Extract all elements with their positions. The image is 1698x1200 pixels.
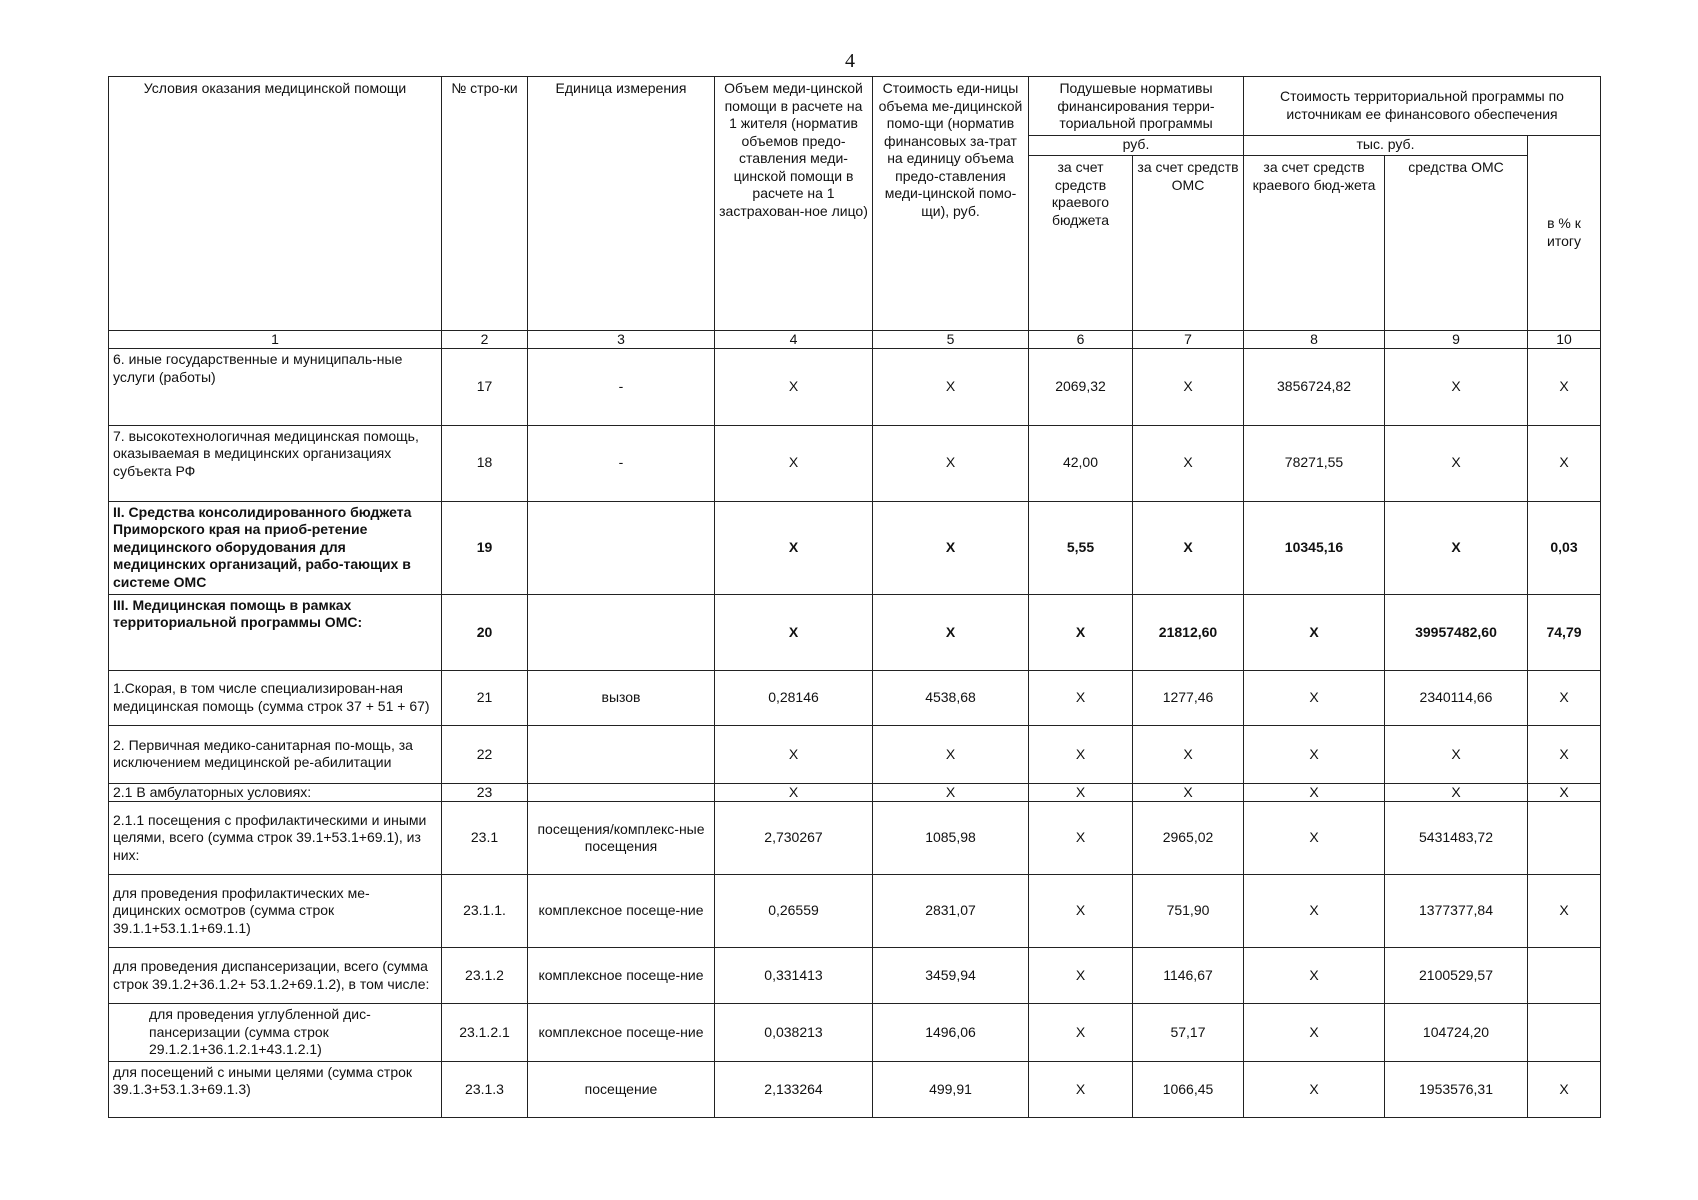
- row-label: 7. высокотехнологичная медицинская помощь, оказываемая в медицинских организациях субъекта РФ: [109, 425, 442, 501]
- row-percent: Х: [1528, 875, 1601, 948]
- row-unit-cost: 4538,68: [873, 670, 1029, 725]
- row-percent: [1528, 948, 1601, 1004]
- row-number: 20: [442, 594, 528, 670]
- row-percent: [1528, 1004, 1601, 1062]
- row-number: 23: [442, 784, 528, 802]
- row-regional-norm: 42,00: [1029, 425, 1133, 501]
- header-program-cost: Стоимость территориальной программы по источникам ее финансового обеспечения: [1244, 77, 1601, 136]
- row-oms-cost: Х: [1385, 501, 1528, 594]
- row-oms-cost: 2100529,57: [1385, 948, 1528, 1004]
- row-unit: комплексное посеще-ние: [528, 875, 715, 948]
- header-regional-budget-cost: за счет средств краевого бюд-жета: [1244, 156, 1385, 331]
- row-oms-norm: Х: [1133, 784, 1244, 802]
- row-regional-norm: Х: [1029, 802, 1133, 875]
- row-unit-cost: Х: [873, 725, 1029, 783]
- column-numbers-row: [109, 331, 1601, 349]
- row-number: 23.1.2.1: [442, 1004, 528, 1062]
- header-rub-unit: руб.: [1029, 135, 1244, 156]
- table-row: [109, 501, 1601, 594]
- row-regional-cost: Х: [1244, 1004, 1385, 1062]
- territorial-program-table: [108, 76, 1601, 1118]
- row-regional-cost: Х: [1244, 725, 1385, 783]
- row-percent: Х: [1528, 784, 1601, 802]
- column-number: 2: [442, 331, 528, 349]
- row-regional-norm: 2069,32: [1029, 349, 1133, 425]
- row-unit: посещение: [528, 1061, 715, 1117]
- row-percent: [1528, 802, 1601, 875]
- table-body: [109, 349, 1601, 1118]
- row-regional-norm: Х: [1029, 784, 1133, 802]
- row-number: 23.1.1.: [442, 875, 528, 948]
- row-regional-norm: Х: [1029, 1061, 1133, 1117]
- row-label: 2.1 В амбулаторных условиях:: [109, 784, 442, 802]
- row-volume: Х: [715, 425, 873, 501]
- row-oms-cost: 2340114,66: [1385, 670, 1528, 725]
- row-unit: вызов: [528, 670, 715, 725]
- row-volume: 0,26559: [715, 875, 873, 948]
- row-oms-norm: 1277,46: [1133, 670, 1244, 725]
- row-volume: 0,038213: [715, 1004, 873, 1062]
- row-number: 23.1.3: [442, 1061, 528, 1117]
- row-oms-norm: Х: [1133, 725, 1244, 783]
- row-volume: Х: [715, 349, 873, 425]
- row-unit-cost: 1085,98: [873, 802, 1029, 875]
- row-number: 22: [442, 725, 528, 783]
- row-regional-norm: Х: [1029, 1004, 1133, 1062]
- row-unit: посещения/комплекс-ные посещения: [528, 802, 715, 875]
- row-unit-cost: 499,91: [873, 1061, 1029, 1117]
- row-label: III. Медицинская помощь в рамках территориальной программы ОМС:: [109, 594, 442, 670]
- row-regional-cost: 10345,16: [1244, 501, 1385, 594]
- table-row: [109, 802, 1601, 875]
- table-row: [109, 349, 1601, 425]
- row-oms-norm: 1146,67: [1133, 948, 1244, 1004]
- row-label: для проведения диспансеризации, всего (сумма строк 39.1.2+36.1.2+ 53.1.2+69.1.2), в том числе:: [109, 948, 442, 1004]
- header-oms-cost: средства ОМС: [1385, 156, 1528, 331]
- column-number: 9: [1385, 331, 1528, 349]
- row-number: 17: [442, 349, 528, 425]
- row-number: 23.1: [442, 802, 528, 875]
- row-oms-norm: 57,17: [1133, 1004, 1244, 1062]
- header-oms-norm: за счет средств ОМС: [1133, 156, 1244, 331]
- row-regional-norm: Х: [1029, 875, 1133, 948]
- row-regional-cost: Х: [1244, 784, 1385, 802]
- row-volume: Х: [715, 501, 873, 594]
- table-row: [109, 425, 1601, 501]
- row-regional-cost: Х: [1244, 670, 1385, 725]
- table-row: [109, 1061, 1601, 1117]
- row-unit: [528, 725, 715, 783]
- row-unit-cost: Х: [873, 594, 1029, 670]
- row-percent: Х: [1528, 725, 1601, 783]
- row-label: 2.1.1 посещения с профилактическими и иными целями, всего (сумма строк 39.1+53.1+69.1), из них:: [109, 802, 442, 875]
- header-row-number: № стро-ки: [442, 77, 528, 331]
- column-number: 10: [1528, 331, 1601, 349]
- table-row: [109, 875, 1601, 948]
- column-number: 5: [873, 331, 1029, 349]
- header-unit: Единица измерения: [528, 77, 715, 331]
- row-unit: -: [528, 425, 715, 501]
- row-unit: комплексное посеще-ние: [528, 948, 715, 1004]
- row-oms-norm: 21812,60: [1133, 594, 1244, 670]
- table-row: [109, 784, 1601, 802]
- row-label: 2. Первичная медико-санитарная по-мощь, за исключением медицинской ре-абилитации: [109, 725, 442, 783]
- row-oms-norm: Х: [1133, 501, 1244, 594]
- row-number: 18: [442, 425, 528, 501]
- row-oms-cost: 5431483,72: [1385, 802, 1528, 875]
- row-percent: Х: [1528, 425, 1601, 501]
- row-regional-norm: Х: [1029, 594, 1133, 670]
- row-unit: [528, 501, 715, 594]
- header-regional-budget-norm: за счет средств краевого бюджета: [1029, 156, 1133, 331]
- row-percent: 74,79: [1528, 594, 1601, 670]
- row-regional-cost: Х: [1244, 1061, 1385, 1117]
- header-per-capita-norms: Подушевые нормативы финансирования терри-ториальной программы: [1029, 77, 1244, 136]
- row-unit: [528, 594, 715, 670]
- row-number: 23.1.2: [442, 948, 528, 1004]
- header-thousand-rub-unit: тыс. руб.: [1244, 135, 1528, 156]
- row-unit-cost: Х: [873, 425, 1029, 501]
- row-unit-cost: 2831,07: [873, 875, 1029, 948]
- row-volume: Х: [715, 594, 873, 670]
- header-conditions: Условия оказания медицинской помощи: [109, 77, 442, 331]
- row-oms-cost: 1377377,84: [1385, 875, 1528, 948]
- row-label: для проведения профилактических ме-дицинских осмотров (сумма строк 39.1.1+53.1.1+69.1.1): [109, 875, 442, 948]
- row-number: 21: [442, 670, 528, 725]
- row-regional-cost: Х: [1244, 594, 1385, 670]
- row-label: II. Средства консолидированного бюджета Приморского края на приоб-ретение медицинского оборудования для медицинских организаций, рабо-тающих в системе ОМС: [109, 501, 442, 594]
- header-percent-total: в % к итогу: [1528, 135, 1601, 331]
- row-regional-norm: Х: [1029, 725, 1133, 783]
- row-regional-cost: Х: [1244, 875, 1385, 948]
- row-label: для посещений с иными целями (сумма строк 39.1.3+53.1.3+69.1.3): [109, 1061, 442, 1117]
- column-number: 8: [1244, 331, 1385, 349]
- column-number: 3: [528, 331, 715, 349]
- row-label: 6. иные государственные и муниципаль-ные услуги (работы): [109, 349, 442, 425]
- table-row: [109, 594, 1601, 670]
- table-row: [109, 670, 1601, 725]
- row-unit-cost: 1496,06: [873, 1004, 1029, 1062]
- table-header: [109, 77, 1601, 349]
- row-unit: комплексное посеще-ние: [528, 1004, 715, 1062]
- row-regional-cost: Х: [1244, 948, 1385, 1004]
- page-number: 4: [845, 50, 855, 72]
- row-oms-norm: 1066,45: [1133, 1061, 1244, 1117]
- row-number: 19: [442, 501, 528, 594]
- row-unit: -: [528, 349, 715, 425]
- row-label: 1.Скорая, в том числе специализирован-ная медицинская помощь (сумма строк 37 + 51 + 67): [109, 670, 442, 725]
- column-number: 6: [1029, 331, 1133, 349]
- row-percent: Х: [1528, 1061, 1601, 1117]
- row-volume: 0,331413: [715, 948, 873, 1004]
- row-volume: Х: [715, 725, 873, 783]
- column-number: 7: [1133, 331, 1244, 349]
- header-volume: Объем меди-цинской помощи в расчете на 1 жителя (норматив объемов предо-ставления меди-цинской помощи в расчете на 1 застрахован-ное лицо): [715, 77, 873, 331]
- row-volume: 0,28146: [715, 670, 873, 725]
- row-oms-cost: 39957482,60: [1385, 594, 1528, 670]
- row-regional-norm: Х: [1029, 948, 1133, 1004]
- row-oms-cost: 1953576,31: [1385, 1061, 1528, 1117]
- row-volume: 2,133264: [715, 1061, 873, 1117]
- row-unit-cost: 3459,94: [873, 948, 1029, 1004]
- table-row: [109, 948, 1601, 1004]
- row-regional-cost: Х: [1244, 802, 1385, 875]
- row-percent: Х: [1528, 349, 1601, 425]
- row-regional-norm: 5,55: [1029, 501, 1133, 594]
- row-percent: 0,03: [1528, 501, 1601, 594]
- row-percent: Х: [1528, 670, 1601, 725]
- row-oms-cost: Х: [1385, 349, 1528, 425]
- row-label: для проведения углубленной дис-пансеризации (сумма строк 29.1.2.1+36.1.2.1+43.1.2.1): [109, 1004, 442, 1062]
- column-number: 4: [715, 331, 873, 349]
- row-regional-cost: 78271,55: [1244, 425, 1385, 501]
- row-oms-cost: Х: [1385, 725, 1528, 783]
- table-row: [109, 725, 1601, 783]
- row-regional-cost: 3856724,82: [1244, 349, 1385, 425]
- row-unit-cost: Х: [873, 784, 1029, 802]
- row-oms-norm: 2965,02: [1133, 802, 1244, 875]
- row-oms-norm: Х: [1133, 349, 1244, 425]
- row-volume: 2,730267: [715, 802, 873, 875]
- row-volume: Х: [715, 784, 873, 802]
- row-oms-norm: Х: [1133, 425, 1244, 501]
- table-row: [109, 1004, 1601, 1062]
- row-unit-cost: Х: [873, 501, 1029, 594]
- row-oms-cost: Х: [1385, 425, 1528, 501]
- column-number: 1: [109, 331, 442, 349]
- row-oms-cost: 104724,20: [1385, 1004, 1528, 1062]
- row-unit-cost: Х: [873, 349, 1029, 425]
- row-unit: [528, 784, 715, 802]
- header-unit-cost: Стоимость еди-ницы объема ме-дицинской помо-щи (норматив финансовых за-трат на единицу объема предо-ставления меди-цинской помо-щи), руб.: [873, 77, 1029, 331]
- row-oms-cost: Х: [1385, 784, 1528, 802]
- row-oms-norm: 751,90: [1133, 875, 1244, 948]
- row-regional-norm: Х: [1029, 670, 1133, 725]
